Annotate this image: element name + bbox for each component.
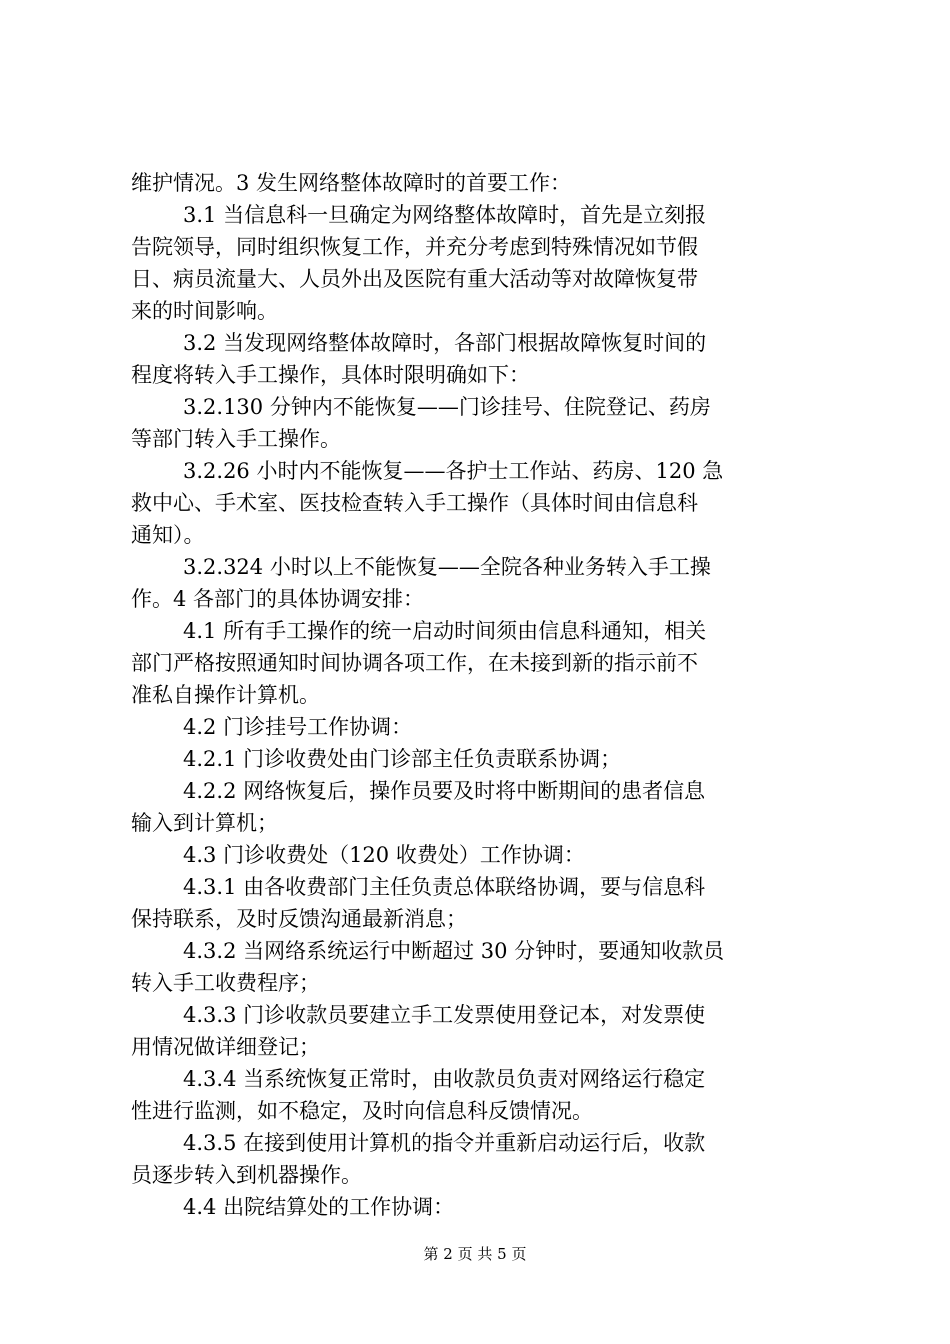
text-line: 维护情况。3 发生网络整体故障时的首要工作：	[131, 171, 572, 195]
page-footer: 第 2 页 共 5 页	[423, 1245, 527, 1263]
text-line: 保持联系，及时反馈沟通最新消息；	[131, 907, 467, 931]
text-line: 准私自操作计算机。	[131, 683, 320, 707]
text-line: 4.1 所有手工操作的统一启动时间须由信息科通知，相关	[183, 619, 707, 643]
text-line: 输入到计算机；	[131, 811, 278, 835]
text-line: 4.2.2 网络恢复后，操作员要及时将中断期间的患者信息	[183, 779, 706, 803]
text-line: 用情况做详细登记；	[131, 1035, 320, 1059]
text-line: 性进行监测，如不稳定，及时向信息科反馈情况。	[131, 1099, 593, 1123]
text-line: 3.2.324 小时以上不能恢复——全院各种业务转入手工操	[183, 555, 711, 579]
text-line: 4.4 出院结算处的工作协调：	[183, 1195, 455, 1219]
text-line: 4.3.2 当网络系统运行中断超过 30 分钟时，要通知收款员	[183, 939, 725, 963]
text-line: 员逐步转入到机器操作。	[131, 1163, 362, 1187]
text-line: 4.2 门诊挂号工作协调：	[183, 715, 413, 739]
text-line: 3.2.26 小时内不能恢复——各护士工作站、药房、120 急	[183, 459, 724, 483]
text-line: 4.3 门诊收费处（120 收费处）工作协调：	[183, 843, 585, 867]
text-line: 等部门转入手工操作。	[131, 427, 341, 451]
text-line: 4.3.4 当系统恢复正常时，由收款员负责对网络运行稳定	[183, 1067, 706, 1091]
text-line: 救中心、手术室、医技检查转入手工操作（具体时间由信息科	[131, 491, 698, 515]
text-line: 4.3.1 由各收费部门主任负责总体联络协调，要与信息科	[183, 875, 706, 899]
text-line: 3.2 当发现网络整体故障时，各部门根据故障恢复时间的	[183, 331, 707, 355]
text-line: 转入手工收费程序；	[131, 971, 320, 995]
text-line: 4.3.5 在接到使用计算机的指令并重新启动运行后，收款	[183, 1131, 706, 1155]
text-line: 日、病员流量大、人员外出及医院有重大活动等对故障恢复带	[131, 267, 698, 291]
text-line: 来的时间影响。	[131, 299, 278, 323]
text-line: 3.1 当信息科一旦确定为网络整体故障时，首先是立刻报	[183, 203, 707, 227]
text-line: 4.2.1 门诊收费处由门诊部主任负责联系协调；	[183, 747, 622, 771]
text-line: 程度将转入手工操作，具体时限明确如下：	[131, 363, 530, 387]
text-line: 4.3.3 门诊收款员要建立手工发票使用登记本，对发票使	[183, 1003, 706, 1027]
text-line: 作。4 各部门的具体协调安排：	[131, 587, 425, 611]
text-line: 3.2.130 分钟内不能恢复——门诊挂号、住院登记、药房	[183, 395, 711, 419]
text-line: 通知）。	[131, 523, 205, 547]
text-line: 告院领导，同时组织恢复工作，并充分考虑到特殊情况如节假	[131, 235, 698, 259]
text-line: 部门严格按照通知时间协调各项工作，在未接到新的指示前不	[131, 651, 698, 675]
